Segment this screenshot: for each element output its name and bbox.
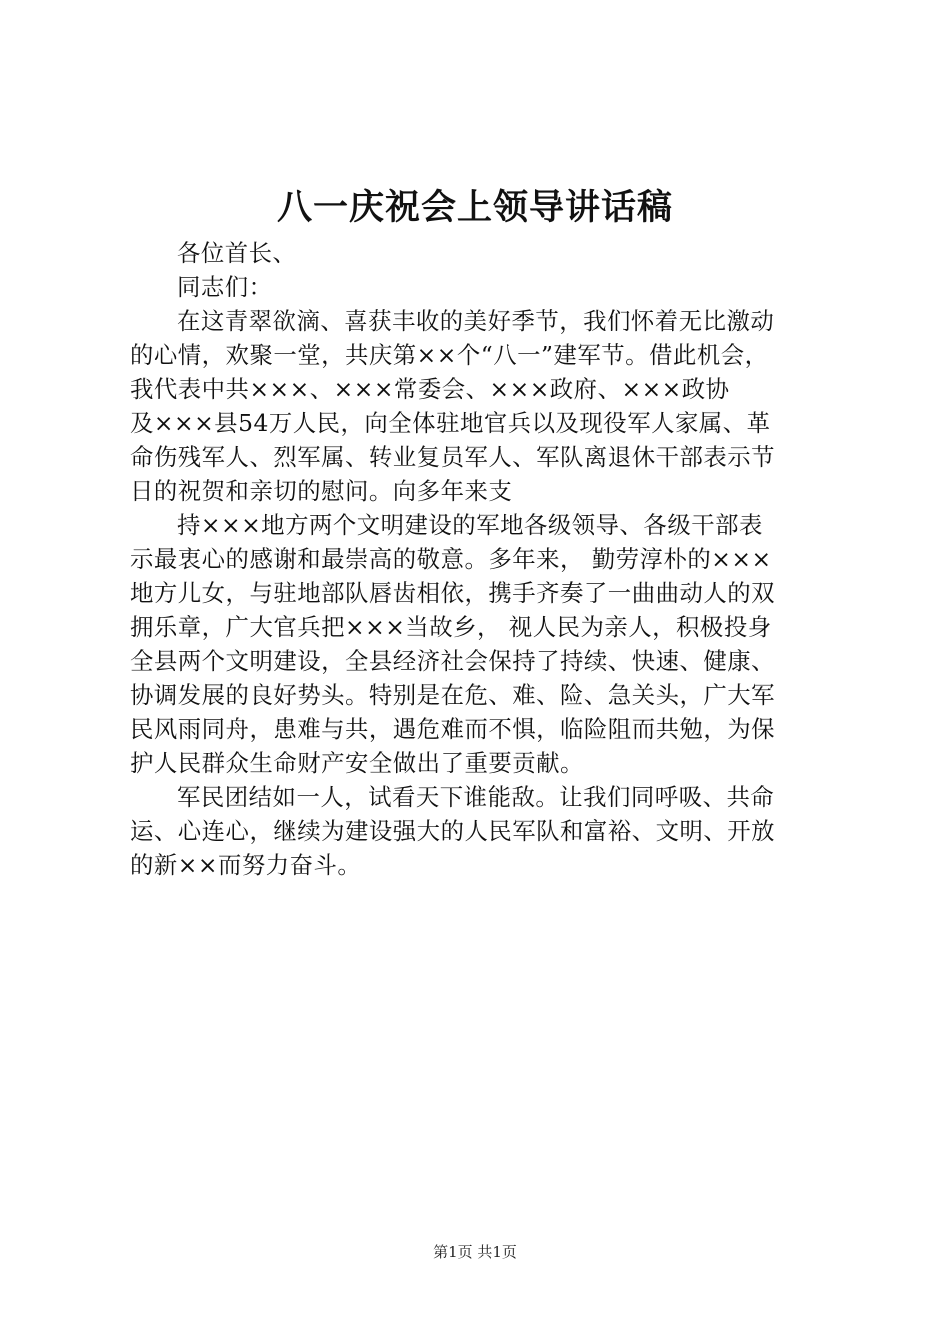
- paragraph-line: 示最衷心的感谢和最崇高的敬意。多年来， 勤劳淳朴的×××: [130, 545, 772, 573]
- salutation-line: 同志们：: [177, 273, 273, 301]
- paragraph-line: 在这青翠欲滴、喜获丰收的美好季节，我们怀着无比激动: [177, 307, 775, 335]
- paragraph-line: 地方儿女，与驻地部队唇齿相依，携手齐奏了一曲曲动人的双: [130, 579, 776, 607]
- paragraph-line: 持×××地方两个文明建设的军地各级领导、各级干部表: [177, 511, 763, 539]
- paragraph-line: 军民团结如一人，试看天下谁能敌。让我们同呼吸、共命: [177, 783, 775, 811]
- paragraph-line: 全县两个文明建设，全县经济社会保持了持续、快速、健康、: [130, 647, 776, 675]
- paragraph-line: 日的祝贺和亲切的慰问。向多年来支: [130, 477, 513, 505]
- document-body: [130, 236, 832, 882]
- paragraph-line: 运、心连心，继续为建设强大的人民军队和富裕、文明、开放: [130, 817, 776, 845]
- paragraph-line: 命伤残军人、烈军属、转业复员军人、军队离退休干部表示节: [130, 443, 776, 471]
- paragraph-line: 护人民群众生命财产安全做出了重要贡献。: [130, 749, 584, 777]
- page-number-footer: 第1页 共1页: [433, 1243, 517, 1261]
- paragraph-line: 协调发展的良好势头。特别是在危、难、险、急关头，广大军: [130, 681, 776, 709]
- paragraph-line: 民风雨同舟，患难与共，遇危难而不惧，临险阻而共勉，为保: [130, 715, 776, 743]
- paragraph-line: 我代表中共×××、×××常委会、×××政府、×××政协: [130, 375, 730, 403]
- paragraph-line: 的新××而努力奋斗。: [130, 851, 362, 879]
- document-title: 八一庆祝会上领导讲话稿: [276, 187, 673, 228]
- paragraph-line: 的心情，欢聚一堂，共庆第××个“八一”建军节。借此机会，: [130, 341, 769, 369]
- paragraph-line: 拥乐章，广大官兵把×××当故乡， 视人民为亲人，积极投身: [130, 613, 772, 641]
- salutation-line: 各位首长、: [177, 239, 297, 267]
- paragraph-line: 及×××县54万人民，向全体驻地官兵以及现役军人家属、革: [130, 409, 771, 437]
